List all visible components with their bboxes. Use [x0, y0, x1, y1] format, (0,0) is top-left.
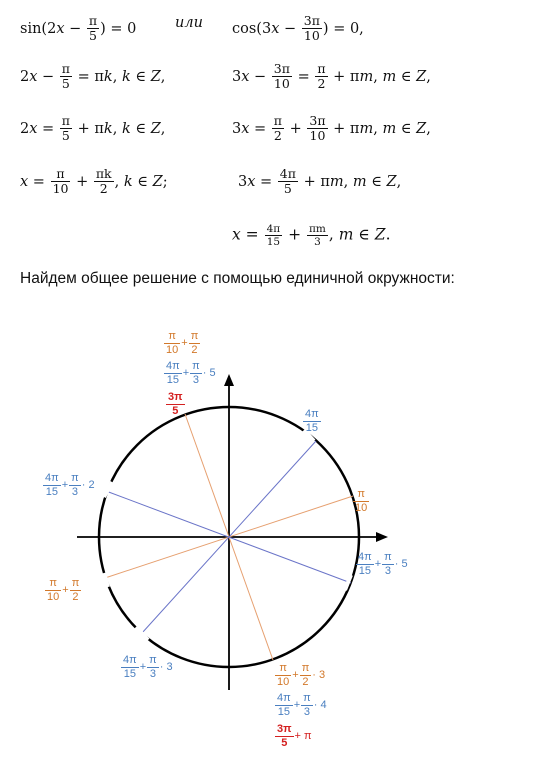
lbl-op: + π — [294, 729, 312, 742]
lbl-op: + — [182, 366, 190, 379]
eq-op: − — [64, 20, 86, 37]
frac-num: π — [71, 472, 79, 484]
frac-den: 5 — [89, 28, 97, 44]
frac-den: 5 — [281, 736, 288, 749]
frac-den: 5 — [61, 128, 70, 144]
eq-op: − — [279, 20, 301, 37]
frac-num: π — [45, 577, 61, 591]
eq-var: m — [382, 120, 397, 137]
frac-den: 3 — [303, 705, 311, 718]
frac-num: π — [88, 13, 98, 28]
eq-var: x — [56, 20, 65, 37]
frac-num: π — [61, 61, 71, 76]
eq-var: x — [20, 173, 29, 190]
frac-num: π — [317, 61, 326, 76]
eq-text: . — [385, 225, 391, 244]
label-top-blue — [163, 360, 216, 386]
eq-op: = — [255, 173, 277, 190]
eq-var: m — [329, 173, 344, 190]
frac-den: 2 — [72, 590, 79, 603]
lbl-op: + — [181, 336, 188, 349]
eq-text: 3 — [238, 173, 248, 190]
lbl-fraction — [190, 360, 202, 386]
frac-num: πk — [95, 166, 112, 181]
point-marker — [345, 575, 351, 590]
frac-den: 10 — [303, 28, 320, 44]
eq-text: ) = 0, — [322, 20, 364, 37]
lbl-op: + — [61, 478, 69, 491]
eq-op: = — [28, 173, 50, 190]
frac-num: 3π — [277, 723, 292, 735]
frac-den: 15 — [358, 564, 371, 577]
eq-text: , — [112, 120, 122, 137]
frac-num: 3π — [309, 113, 326, 128]
eq-text: + π — [73, 120, 104, 137]
frac-den: 5 — [61, 76, 70, 92]
eq-text: , — [160, 120, 166, 137]
frac-num: π — [71, 577, 80, 589]
lbl-fraction — [121, 654, 139, 680]
label-left-blue — [42, 472, 95, 498]
frac-den: 3 — [71, 485, 79, 498]
lbl-fraction — [356, 551, 374, 577]
eq-op: ∈ — [396, 68, 417, 85]
lbl-fraction — [69, 472, 81, 498]
frac-num: 3π — [168, 391, 183, 403]
frac-num: π — [61, 113, 71, 128]
lbl-fraction — [45, 577, 61, 603]
eq-op: = — [240, 225, 264, 244]
lbl-fraction — [166, 391, 185, 417]
y-axis-arrow-icon — [224, 374, 234, 386]
frac-num: π — [273, 113, 283, 128]
frac-den: 3 — [314, 236, 321, 249]
frac-num: 4π — [45, 472, 59, 484]
lbl-fraction — [189, 330, 201, 356]
frac-num: 4π — [266, 223, 281, 235]
eq-var: m — [359, 68, 374, 85]
frac-num: 4π — [277, 692, 291, 704]
eq-op: + — [285, 120, 307, 137]
lbl-fraction — [275, 723, 294, 749]
lbl-fraction — [353, 488, 369, 514]
frac-num: π — [301, 662, 310, 674]
frac-den: 5 — [283, 181, 292, 197]
frac-num: π — [353, 488, 369, 502]
eq-text: , — [426, 68, 431, 85]
frac-num: π — [192, 360, 200, 372]
eq-op: = — [37, 120, 59, 137]
eq-text: , — [328, 225, 339, 244]
frac-num: 4π — [358, 551, 372, 563]
eq-var: Z — [374, 225, 386, 244]
eq-text: , — [114, 173, 124, 190]
label-right-orange — [352, 488, 370, 514]
label-bottom-red — [274, 723, 312, 749]
lbl-op: + — [62, 583, 69, 596]
lbl-fraction — [43, 472, 61, 498]
frac-den: 3 — [384, 564, 392, 577]
eq-op: = — [249, 120, 271, 137]
point-marker — [348, 500, 350, 516]
eq-op: − — [37, 68, 59, 85]
point-marker — [104, 482, 112, 497]
lbl-op: + — [374, 557, 382, 570]
eq-var: k — [103, 68, 113, 85]
eq-text: 3 — [232, 120, 242, 137]
eq-op: ∈ — [396, 120, 417, 137]
lbl-op: + — [292, 668, 299, 681]
lbl-fraction — [300, 662, 312, 688]
eq-text: sin(2 — [20, 20, 57, 37]
circle-point-markers — [104, 430, 351, 640]
frac-den: 10 — [47, 590, 60, 603]
eq-var: Z — [152, 173, 163, 190]
lbl-fraction — [382, 551, 394, 577]
eq-var: k — [121, 68, 131, 85]
label-right-blue — [355, 551, 408, 577]
lbl-op: · 3 — [159, 660, 173, 673]
eq-text: + π — [328, 120, 360, 137]
eq-op: ∈ — [366, 173, 387, 190]
frac-den: 15 — [123, 667, 136, 680]
lbl-fraction — [301, 692, 313, 718]
frac-num: 4π — [166, 360, 180, 372]
frac-num: π — [190, 330, 199, 342]
eq-text: 3 — [232, 68, 242, 85]
eq-var: Z — [150, 120, 161, 137]
eq-var: x — [29, 68, 38, 85]
frac-num: π — [51, 167, 71, 182]
eq-op: ∈ — [130, 68, 151, 85]
frac-den: 2 — [191, 343, 198, 356]
eq-var: Z — [416, 68, 427, 85]
label-left-orange — [44, 577, 82, 603]
frac-den: 10 — [52, 181, 69, 197]
frac-den: 2 — [317, 76, 326, 92]
eq-var: m — [382, 68, 397, 85]
frac-num: 3π — [303, 13, 320, 28]
eq-text: , — [160, 68, 166, 85]
frac-den: 10 — [166, 343, 179, 356]
point-marker — [104, 573, 108, 587]
eq-text: , — [112, 68, 122, 85]
eq-var: Z — [416, 120, 427, 137]
eq-text: cos(3 — [232, 20, 272, 37]
eq-text: , — [373, 120, 383, 137]
label-bottom-orange — [274, 662, 325, 688]
eq-text: + π — [328, 68, 360, 85]
eq-op: − — [249, 68, 271, 85]
lbl-op: · 5 — [394, 557, 408, 570]
frac-num: π — [384, 551, 392, 563]
label-upper-right-blue — [302, 408, 322, 434]
eq-var: Z — [386, 173, 397, 190]
lbl-op: · 4 — [313, 698, 327, 711]
eq-text: , — [426, 120, 431, 137]
eq-var: k — [103, 120, 113, 137]
lbl-fraction — [70, 577, 82, 603]
lbl-fraction — [147, 654, 159, 680]
frac-num: 4π — [305, 408, 319, 420]
section-heading: Найдем общее решение с помощью единичной окружности: — [20, 270, 455, 287]
eq-op: + — [71, 173, 93, 190]
eq-var: x — [241, 120, 250, 137]
frac-num: 3π — [273, 61, 290, 76]
eq-op: ∈ — [132, 173, 153, 190]
eq-var: k — [121, 120, 131, 137]
eq-text: + π — [298, 173, 330, 190]
eq-var: m — [352, 173, 367, 190]
lbl-fraction — [164, 330, 180, 356]
lbl-op: · 5 — [202, 366, 216, 379]
lbl-fraction — [164, 360, 182, 386]
frac-num: π — [303, 692, 311, 704]
eq-op: ∈ — [353, 225, 375, 244]
lbl-op: · 2 — [81, 478, 95, 491]
frac-den: 10 — [309, 128, 326, 144]
eq-var: x — [247, 173, 256, 190]
eq-text: , — [343, 173, 353, 190]
frac-den: 2 — [302, 675, 309, 688]
eq-var: x — [271, 20, 280, 37]
eq-text: , — [396, 173, 402, 190]
frac-den: 3 — [149, 667, 157, 680]
eq-var: Z — [150, 68, 161, 85]
frac-den: 15 — [305, 421, 318, 434]
frac-den: 3 — [192, 373, 200, 386]
frac-num: π — [149, 654, 157, 666]
frac-den: 15 — [266, 236, 281, 249]
eq-var: x — [29, 120, 38, 137]
eq-var: x — [232, 225, 241, 244]
frac-num: πm — [309, 223, 326, 235]
frac-den: 10 — [355, 501, 368, 514]
frac-den: 15 — [166, 373, 179, 386]
frac-den: 2 — [273, 128, 282, 144]
x-axis-arrow-icon — [376, 532, 388, 542]
frac-num: π — [164, 330, 180, 344]
eq-var: m — [338, 225, 354, 244]
eq-text: 2 — [20, 120, 30, 137]
lbl-fraction — [275, 662, 291, 688]
frac-den: 2 — [99, 181, 108, 197]
frac-den: 10 — [273, 76, 290, 92]
lbl-fraction — [303, 408, 321, 434]
label-top-orange — [163, 330, 201, 356]
eq-var: m — [359, 120, 374, 137]
eq-var: x — [241, 68, 250, 85]
lbl-op: + — [293, 698, 301, 711]
frac-num: 4π — [123, 654, 137, 666]
eq-op: + — [283, 225, 307, 244]
lbl-op: + — [139, 660, 147, 673]
frac-num: π — [275, 662, 291, 676]
frac-den: 15 — [277, 705, 290, 718]
label-top-red — [165, 391, 186, 417]
eq-text: 2 — [20, 68, 30, 85]
eq-op: = — [292, 68, 315, 85]
eq-text: = π — [73, 68, 104, 85]
equation-or-word: или — [175, 15, 203, 31]
eq-op: ∈ — [130, 120, 151, 137]
lbl-fraction — [275, 692, 293, 718]
frac-den: 5 — [172, 404, 179, 417]
eq-text: ) = 0 — [100, 20, 137, 37]
eq-text: , — [373, 68, 383, 85]
frac-den: 10 — [277, 675, 290, 688]
frac-num: 4π — [279, 166, 296, 181]
frac-den: 15 — [45, 485, 58, 498]
eq-text: ; — [162, 173, 168, 190]
label-bottom-blue-2 — [274, 692, 327, 718]
label-bottom-blue — [120, 654, 173, 680]
lbl-op: · 3 — [312, 668, 326, 681]
eq-var: k — [123, 173, 133, 190]
